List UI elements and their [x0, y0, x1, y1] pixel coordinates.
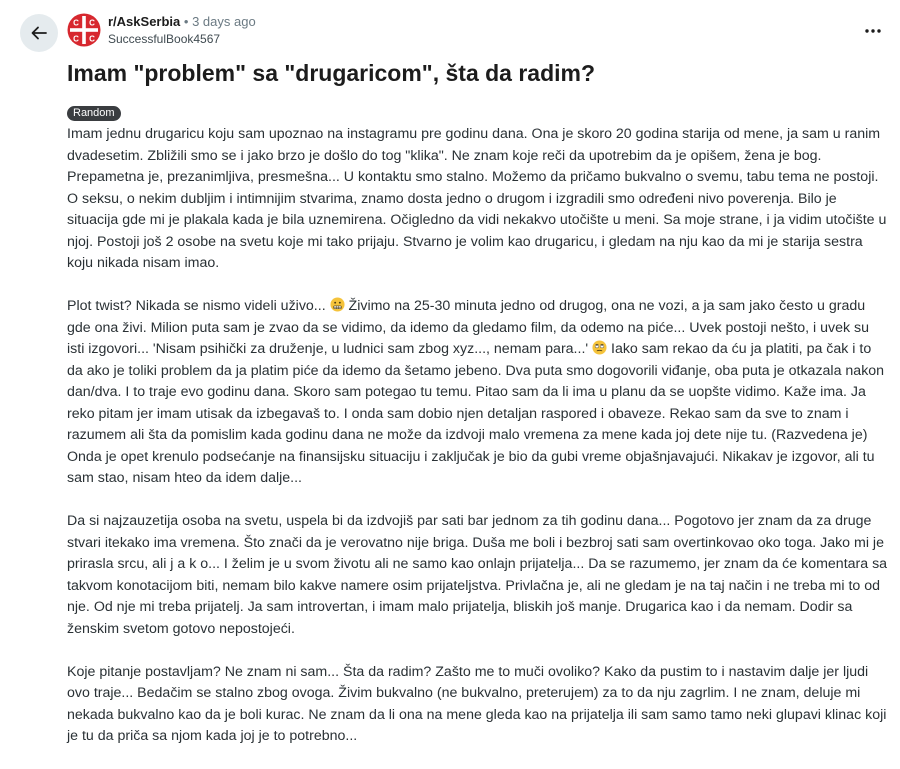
post-time: 3 days ago [192, 14, 256, 29]
author-name[interactable]: SuccessfulBook4567 [108, 32, 221, 46]
post-body [67, 124, 889, 769]
svg-text:C: C [73, 18, 79, 28]
grimacing-face-emoji [330, 297, 345, 312]
paragraph-2-part-2: Živimo na 25-30 minuta jedno od drugog, ona ne vozi, a ja sam jako često u gradu gde ona živi. Milion puta sam je zvao da se vidimo, da idemo da gledamo film, da odemo na piće... Uvek postoji nešto, i uvek su isti izgovori... 'Nisam psihički za druženje, u ludnici sam zbog xyz..., nemam para...' [67, 298, 870, 357]
svg-text:C: C [73, 34, 79, 44]
meta-separator: • [183, 14, 189, 29]
post-meta [108, 13, 256, 47]
subreddit-name[interactable]: r/AskSerbia [108, 14, 181, 29]
post-paragraph-1: Imam jednu drugaricu koju sam upoznao na instagramu pre godinu dana. Ona je skoro 20 godina starija od mene, ja sam u ranim dvadesetim. Zbližili smo se i jako brzo je došlo do tog "klika". Ne znam koje reči da upotrebim da je opišem, žena je bog. Prepametna je, prezanimljiva, presmešna... U kontaktu smo stalno. Možemo da pričamo bukvalno o svemu, tabu tema ne postoji. O seksu, o nekim dubljim i intimnijim stvarima, znamo dosta jedno o drugom i izgradili smo određeni nivo poverenja. Bilo je situacija gde mi je plakala kada je bila uznemirena. Očigledno da vidi nekakvo utočište u meni. Sa moje strane, i ja vidim utočište u njoj. Postoji još 2 osobe na svetu koje mi tako prijaju. Stvarno je volim kao drugaricu, i gledam na nju kao da mi je starija sestra koju nikada nisam imao. [67, 126, 887, 271]
post-flair[interactable]: Random [67, 106, 121, 121]
paragraph-2-part-1: Plot twist? Nikada se nismo videli uživo... [67, 298, 326, 314]
paragraph-2-part-3: Iako sam rekao da ću ja platiti, pa čak i to da ako je toliki problem da ja platim piće da idemo da šetamo jebeno. Dva puta smo dogovorili viđanje, oba puta je otkazala nakon dan/dva. I to traje evo godinu dana. Skoro sam potegao tu temu. Pitao sam da li ima u planu da se uopšte vidimo. Kaže ima. Ja reko pitam jer imam utisak da izbegavaš to. I onda sam dobio njen detaljan raspored i obaveze. Rekao sam da sve to znam i razumem ali šta da pomislim kada godinu dana ne može da izdvoji malo vremena za mene kada joj dete nije tu. (Razvedena je) Onda je opet krenulo podsećanje na finansijsku situaciju i zaključak je bio da gubi vreme objašnjavajući. Nikakav je izgovor, ali tu sam stao, nisam hteo da idem dalje... [67, 341, 885, 486]
post-paragraph-4: Koje pitanje postavljam? Ne znam ni sam... Šta da radim? Zašto me to muči ovoliko? Kako da pustim to i nastavim dalje jer ljudi ovo traje... Bedačim se stalno zbog ovoga. Živim bukvalno (ne bukvalno, preterujem) za to da nju zagrlim. I ne znam, deluje mi nekada bukvalno kao da je boli kurac. Ne znam da li ona na mene gleda kao na prijatelja ili sam samo tamo neki glupavi klinac koji je tu da priča sa njom kada joj je to potrebno... [67, 663, 887, 744]
back-button[interactable] [20, 14, 58, 52]
arrow-left-icon [30, 24, 48, 42]
post-paragraph-3: Da si najzauzetija osoba na svetu, uspela bi da izdvojiš par sati bar jednom za tih godinu dana... Pogotovo jer znam da za druge stvari itekako ima vremena. Što znači da je verovatno nije briga. Duša me boli i bezbroj sati sam overtinkovao oko toga. Jako mi je prirasla srcu, ali j a k o... I želim je u svom životu ali ne samo kao onlajn prijatelja... Da se razumemo, jer znam da će komentara sa takvom konotacijom biti, nemam bilo kakve namere osim prijateljstva. Privlačna je, ali ne gledam je na taj način i ne treba mi to od nje. Od nje mi treba prijatelj. Ja sam introvertan, i imam malo prijatelja, bliskih još manje. Drugarica kao i da nemam. Dodir sa ženskim svetom gotovo nepostojeći. [67, 513, 888, 637]
subreddit-avatar[interactable] [67, 13, 101, 47]
svg-text:C: C [89, 18, 95, 28]
meta-top-row [108, 13, 256, 31]
rolling-eyes-emoji [592, 340, 607, 355]
more-options-button[interactable] [860, 18, 886, 44]
post-title[interactable]: Imam "problem" sa "drugaricom", šta da radim? [67, 60, 596, 86]
more-horizontal-icon [864, 28, 882, 34]
post-paragraph-2 [67, 296, 889, 490]
svg-text:C: C [89, 34, 95, 44]
